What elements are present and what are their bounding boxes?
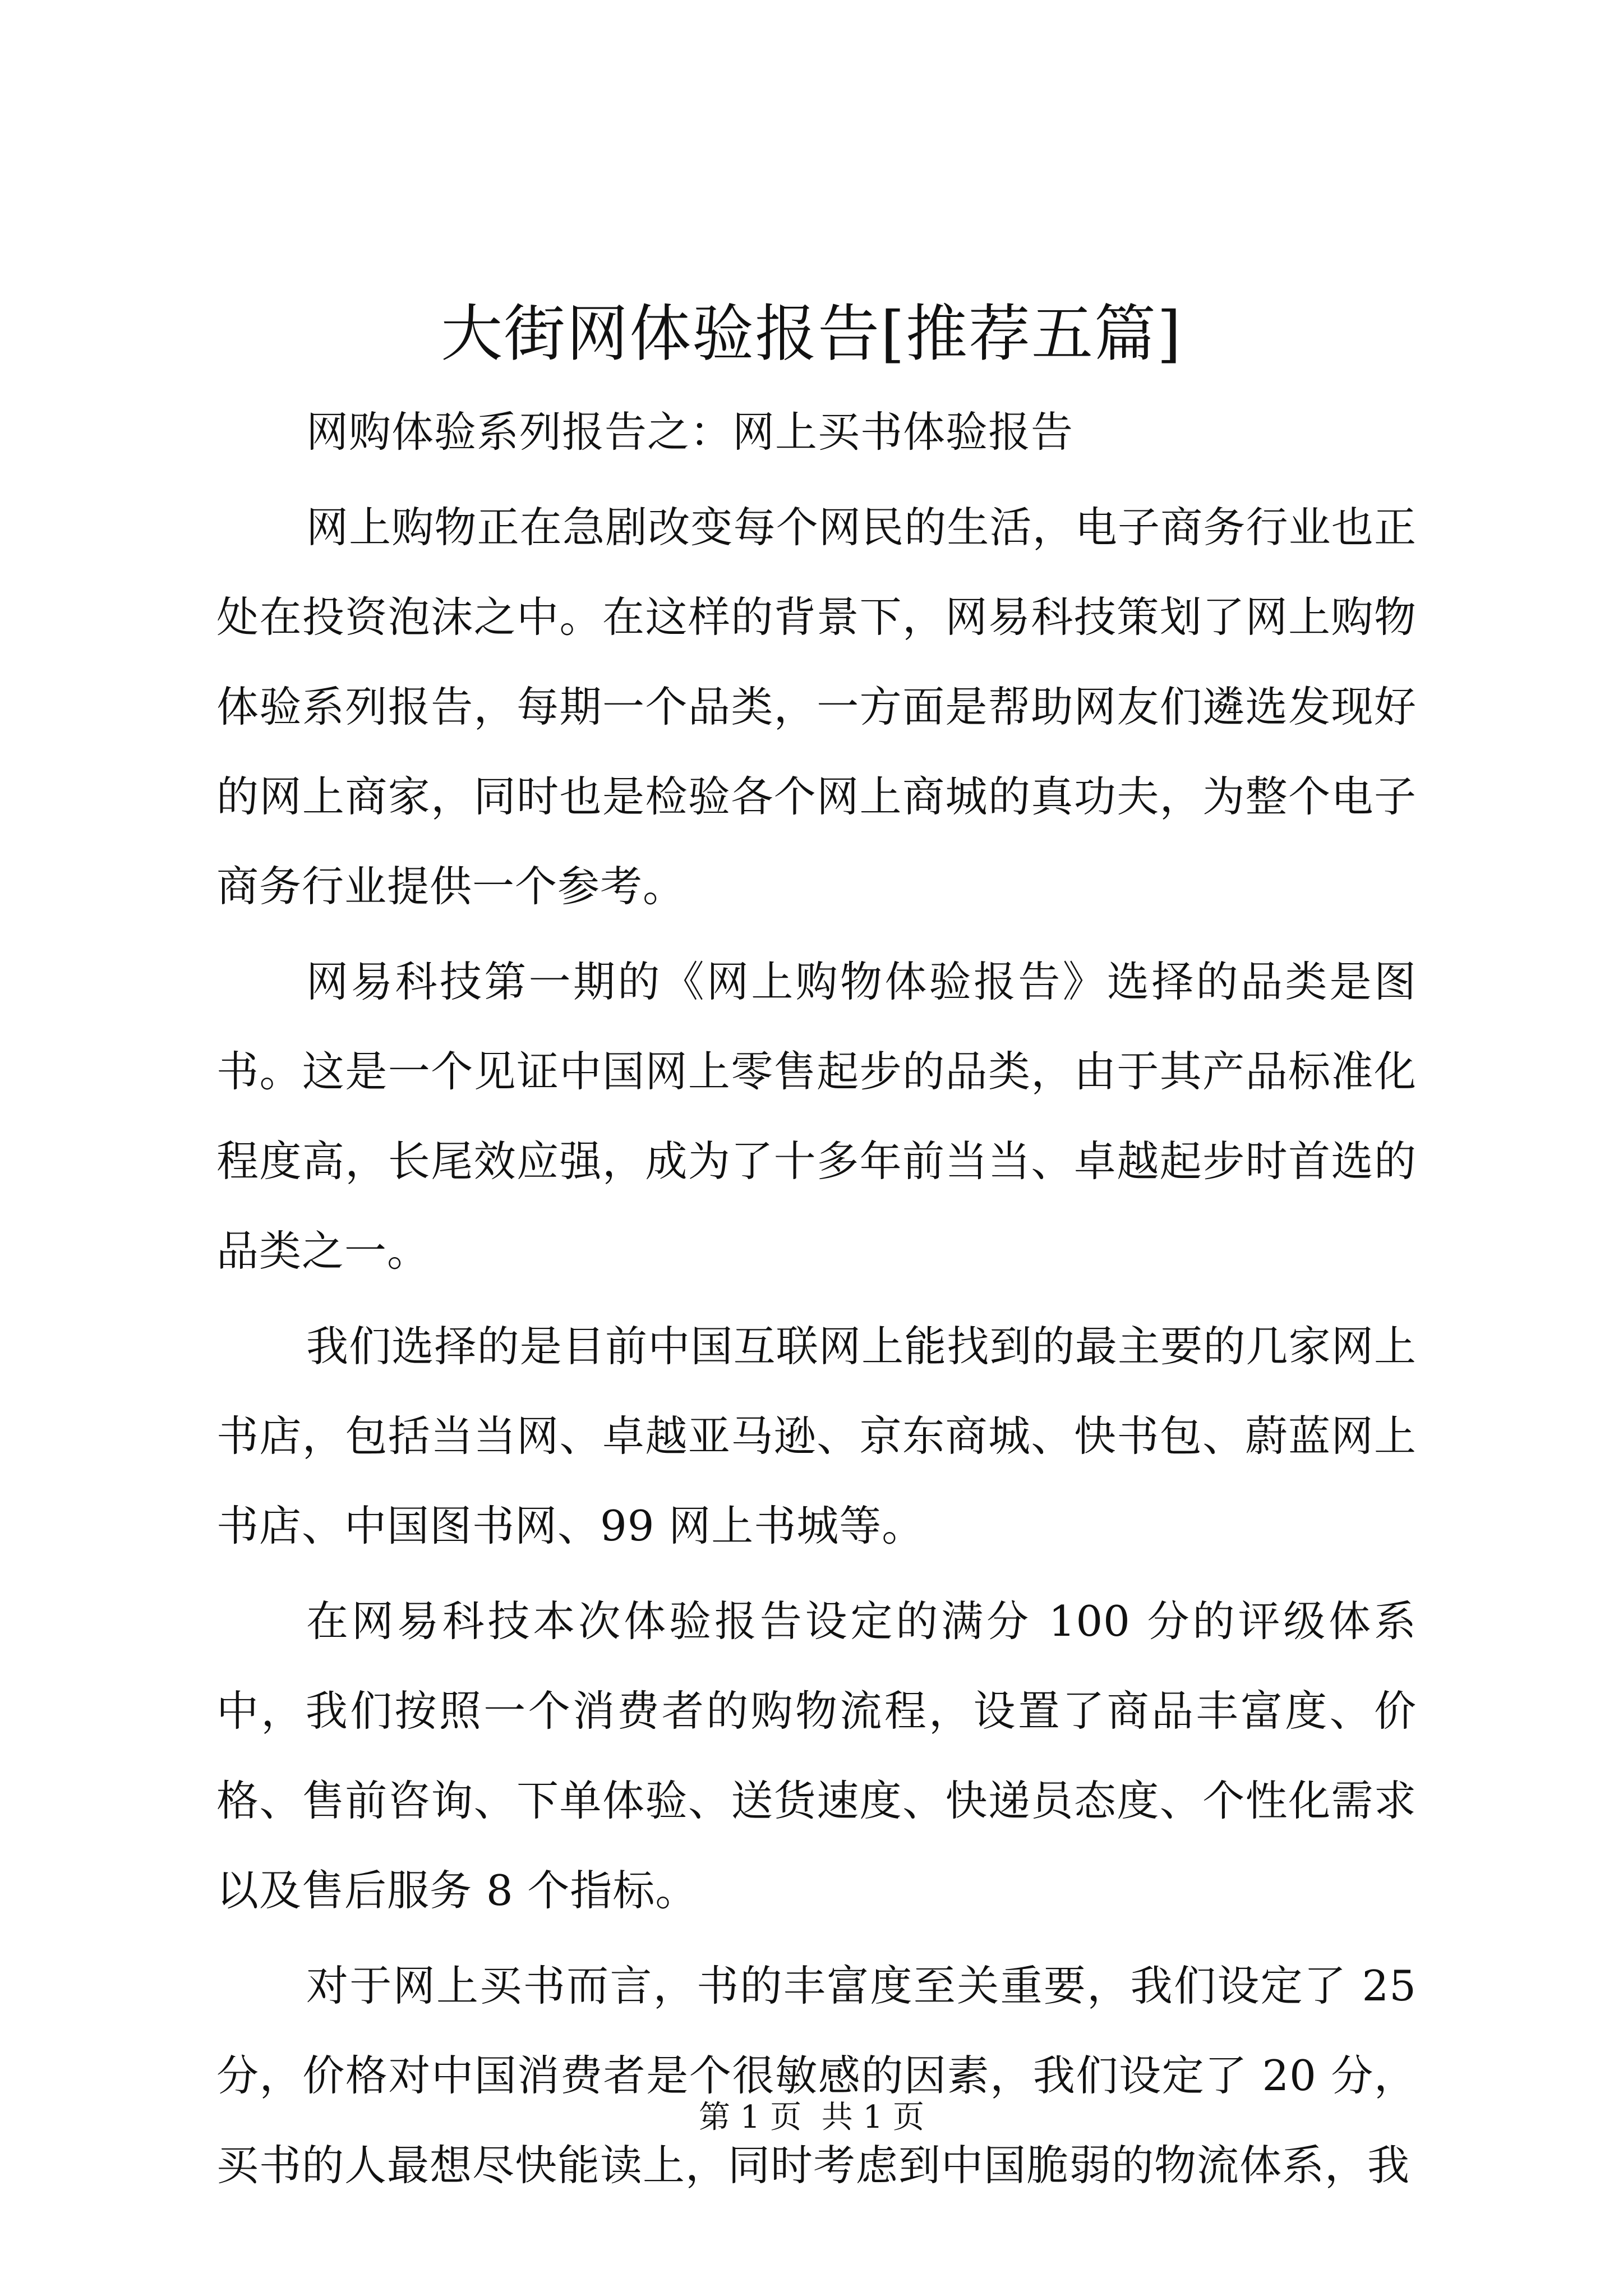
paragraph-bookstores: 我们选择的是目前中国互联网上能找到的最主要的几家网上书店，包括当当网、卓越亚马逊、京东商城、快书包、蔚蓝网上书店、中国图书网、99 网上书城等。 — [216, 1322, 1417, 1550]
document-body — [216, 387, 1417, 2210]
paragraph-series-heading: 网购体验系列报告之：网上买书体验报告 — [306, 407, 1074, 457]
page-footer — [0, 2095, 1623, 2140]
page-number: 第 1 页 共 1 页 — [698, 2099, 925, 2136]
paragraph-category-books: 网易科技第一期的《网上购物体验报告》选择的品类是图书。这是一个见证中国网上零售起步的品类，由于其产品标准化程度高，长尾效应强，成为了十多年前当当、卓越起步时首选的品类之一。 — [216, 957, 1417, 1276]
paragraph-intro: 网上购物正在急剧改变每个网民的生活，电子商务行业也正处在投资泡沫之中。在这样的背景下，网易科技策划了网上购物体验系列报告，每期一个品类，一方面是帮助网友们遴选发现好的网上商家，同时也是检验各个网上商城的真功夫，为整个电子商务行业提供一个参考。 — [216, 503, 1417, 911]
paragraph-scoring: 对于网上买书而言，书的丰富度至关重要，我们设定了 25分，价格对中国消费者是个很敏感的因素，我们设定了 20 分，买书的人最想尽快能读上，同时考虑到中国脆弱的物流体系，我 — [216, 1961, 1417, 2190]
document-title: 大街网体验报告[推荐五篇] — [441, 298, 1182, 370]
paragraph-rating-system: 在网易科技本次体验报告设定的满分 100 分的评级体系中，我们按照一个消费者的购物流程，设置了商品丰富度、价格、售前咨询、下单体验、送货速度、快递员态度、个性化需求以及售后服务 8 个指标。 — [216, 1596, 1417, 1915]
